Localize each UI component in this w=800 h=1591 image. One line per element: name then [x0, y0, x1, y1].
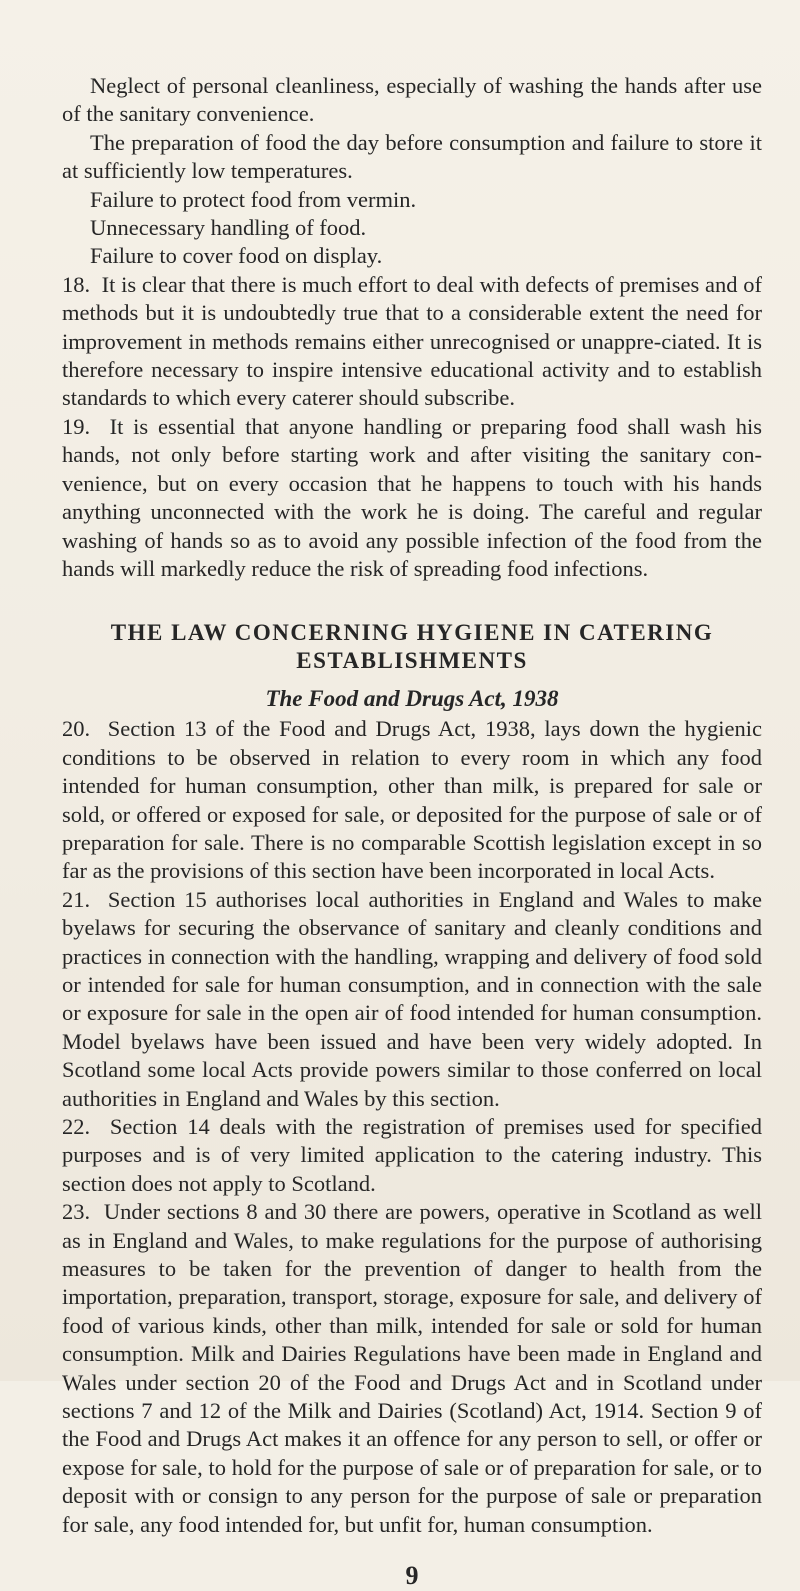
paragraph-number: 23.	[62, 1199, 91, 1225]
paragraph-number: 22.	[62, 1114, 91, 1139]
paragraph-text: Section 15 authorises local authorities in England and Wales to make byelaws for securing the observance of sanitary and cleanly conditions and practices in connection with the handling, wrapping and delivery of food sold or intended for sale for human consumption, and in connection with the sale or exposure for sale in the open air of food intended for human consumption. Model byelaws have been issued and have been very widely adopted. In Scotland some local Acts provide powers similar to those conferred on local authorities in England and Wales by this section.	[62, 886, 762, 1111]
page-number: 9	[405, 1561, 419, 1591]
intro-list	[62, 72, 762, 271]
paragraph-21	[62, 886, 762, 1113]
paragraph-text: It is clear that there is much effort to deal with defects of premises and of methods but it is undoubtedly true that to a considerable extent the need for improvement in methods remains either unrecognised or unappre-ciated. It is therefore necessary to inspire intensive educational activity and to establish standards to which every caterer should subscribe.	[62, 271, 763, 411]
paragraph-number: 21.	[62, 886, 91, 912]
paragraph-20	[62, 715, 762, 885]
paragraph-number: 18.	[62, 271, 91, 297]
list-item: The preparation of food the day before consumption and failure to store it at sufficiently low temperatures.	[62, 129, 762, 184]
paragraph-text: Section 14 deals with the registration of premises used for specified purposes and is of very limited application to the catering industry. This section does not apply to Scotland.	[62, 1114, 763, 1196]
paragraph-number: 20.	[62, 716, 91, 742]
list-item: Unnecessary handling of food.	[90, 215, 367, 241]
list-item: Failure to cover food on display.	[90, 243, 383, 269]
paragraph-number: 19.	[62, 413, 91, 439]
section-heading	[62, 619, 762, 675]
paragraph-22	[62, 1113, 762, 1198]
paragraph-23	[62, 1198, 762, 1539]
list-item: Neglect of personal cleanliness, especially of washing the hands after use of the sanitary convenience.	[62, 73, 762, 127]
paragraph-text: Under sections 8 and 30 there are powers, operative in Scotland as well as in England and Wales, to make regulations for the purpose of authorising measures to be taken for the prevention of danger to health from the importation, preparation, transport, storage, exposure for sale, and delivery of food of various kinds, other than milk, intended for sale or sold for human consumption. Milk and Dairies Regulations have been made in England and Wales under section 20 of the Food and Drugs Act and in Scotland under sections 7 and 12 of the Milk and Dairies (Scotland) Act, 1914. Section 9 of the Food and Drugs Act makes it an offence for any person to sell, or offer or expose for sale, to hold for the purpose of sale or of preparation for sale, or to deposit with or consign to any person for the purpose of sale or preparation for sale, any food intended for, but unfit for, human consumption.	[62, 1199, 763, 1537]
section-heading-line-1: THE LAW CONCERNING HYGIENE IN CATERING	[110, 620, 714, 646]
paragraph-text: It is essential that anyone handling or preparing food shall wash his hands, not only before starting work and after visiting the sanitary con-venience, but on every occasion that he happens to touch with his hands anything unconnected with the work he is doing. The careful and regular washing of hands so as to avoid any possible infection of the food from the hands will markedly reduce the risk of spreading food infections.	[62, 413, 763, 581]
paragraph-text: Section 13 of the Food and Drugs Act, 1938, lays down the hygienic conditions to be observed in relation to every room in which any food intended for human consumption, other than milk, is prepared for sale or sold, or offered or exposed for sale, or deposited for the purpose of sale or of preparation for sale. There is no comparable Scottish legislation except in so far as the provisions of this section have been incorporated in local Acts.	[62, 716, 763, 884]
act-subheading: The Food and Drugs Act, 1938	[265, 686, 559, 712]
paragraph-18	[62, 271, 762, 413]
list-item: Failure to protect food from vermin.	[90, 186, 417, 212]
paragraph-19	[62, 413, 762, 583]
section-heading-line-2: ESTABLISHMENTS	[296, 648, 528, 674]
